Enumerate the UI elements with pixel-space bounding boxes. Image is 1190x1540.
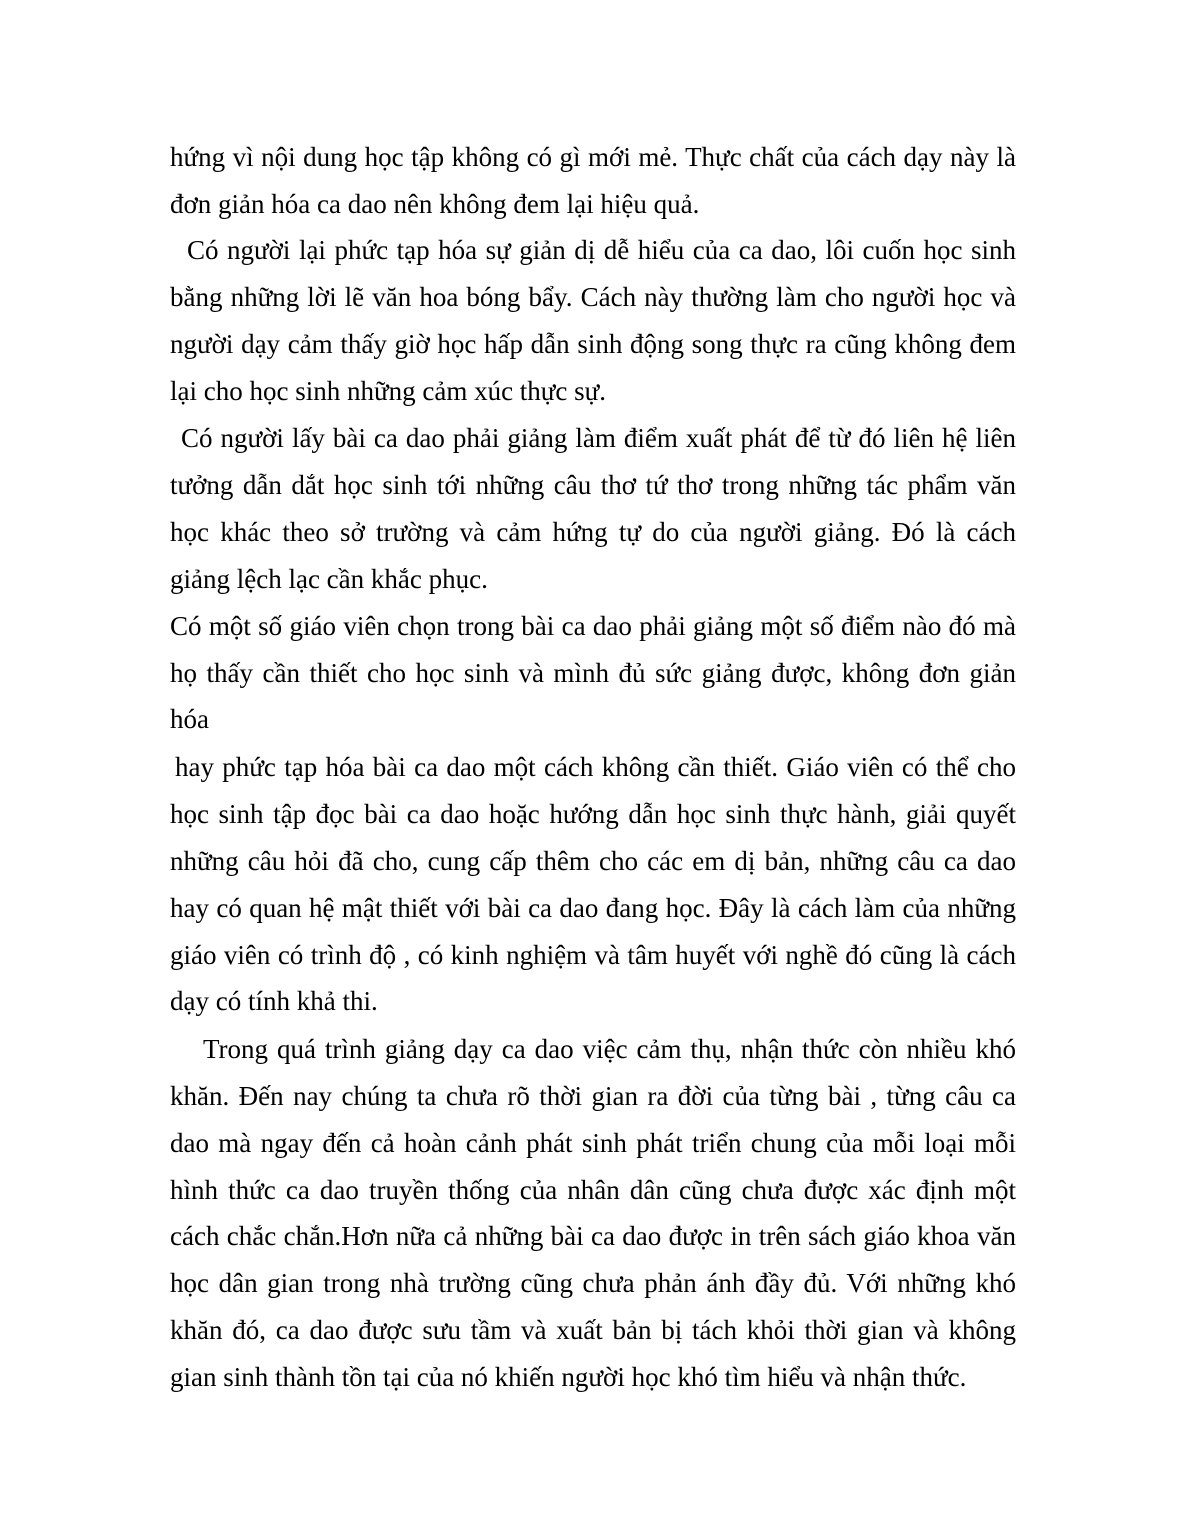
text-line-10: giảng lệch lạc cần khắc phục. — [170, 564, 488, 594]
text-line-20: Trong quá trình giảng dạy ca dao việc cảm thụ, nhận thức còn nhiều khó — [203, 1034, 1016, 1064]
text-line-1: hứng vì nội dung học tập không có gì mới mẻ. Thực chất của cách dạy này là — [170, 142, 1016, 172]
text-line-17: hay có quan hệ mật thiết với bài ca dao đang học. Đây là cách làm của những — [170, 893, 1016, 923]
text-line-13: hóa — [170, 704, 209, 734]
text-line-21: khăn. Đến nay chúng ta chưa rõ thời gian ra đời của từng bài , từng câu ca — [170, 1081, 1016, 1111]
text-line-25: học dân gian trong nhà trường cũng chưa phản ánh đầy đủ. Với những khó — [170, 1268, 1016, 1298]
text-line-8: tưởng dẫn dắt học sinh tới những câu thơ tứ thơ trong những tác phẩm văn — [170, 470, 1016, 500]
text-line-3: Có người lại phức tạp hóa sự giản dị dễ hiểu của ca dao, lôi cuốn học sinh — [187, 235, 1016, 265]
text-line-14: hay phức tạp hóa bài ca dao một cách không cần thiết. Giáo viên có thể cho — [175, 752, 1016, 782]
text-line-9: học khác theo sở trường và cảm hứng tự do của người giảng. Đó là cách — [170, 517, 1016, 547]
text-line-26: khăn đó, ca dao được sưu tầm và xuất bản bị tách khỏi thời gian và không — [170, 1315, 1016, 1345]
text-line-5: người dạy cảm thấy giờ học hấp dẫn sinh động song thực ra cũng không đem — [170, 329, 1016, 359]
text-line-23: hình thức ca dao truyền thống của nhân dân cũng chưa được xác định một — [170, 1175, 1016, 1205]
text-line-12: họ thấy cần thiết cho học sinh và mình đủ sức giảng được, không đơn giản — [170, 658, 1016, 688]
text-line-19: dạy có tính khả thi. — [170, 986, 378, 1016]
text-line-22: dao mà ngay đến cả hoàn cảnh phát sinh phát triển chung của mỗi loại mỗi — [170, 1128, 1016, 1158]
text-line-4: bằng những lời lẽ văn hoa bóng bẩy. Cách này thường làm cho người học và — [170, 282, 1016, 312]
text-line-27: gian sinh thành tồn tại của nó khiến người học khó tìm hiểu và nhận thức. — [170, 1362, 967, 1392]
text-line-11: Có một số giáo viên chọn trong bài ca dao phải giảng một số điểm nào đó mà — [170, 611, 1016, 641]
text-line-18: giáo viên có trình độ , có kinh nghiệm và tâm huyết với nghề đó cũng là cách — [170, 940, 1016, 970]
text-line-6: lại cho học sinh những cảm xúc thực sự. — [170, 376, 607, 406]
text-line-7: Có người lấy bài ca dao phải giảng làm điểm xuất phát để từ đó liên hệ liên — [181, 423, 1016, 453]
text-line-24: cách chắc chắn.Hơn nữa cả những bài ca dao được in trên sách giáo khoa văn — [170, 1221, 1016, 1251]
text-line-2: đơn giản hóa ca dao nên không đem lại hiệu quả. — [170, 189, 700, 219]
text-line-15: học sinh tập đọc bài ca dao hoặc hướng dẫn học sinh thực hành, giải quyết — [170, 799, 1016, 829]
text-line-16: những câu hỏi đã cho, cung cấp thêm cho các em dị bản, những câu ca dao — [170, 846, 1016, 876]
